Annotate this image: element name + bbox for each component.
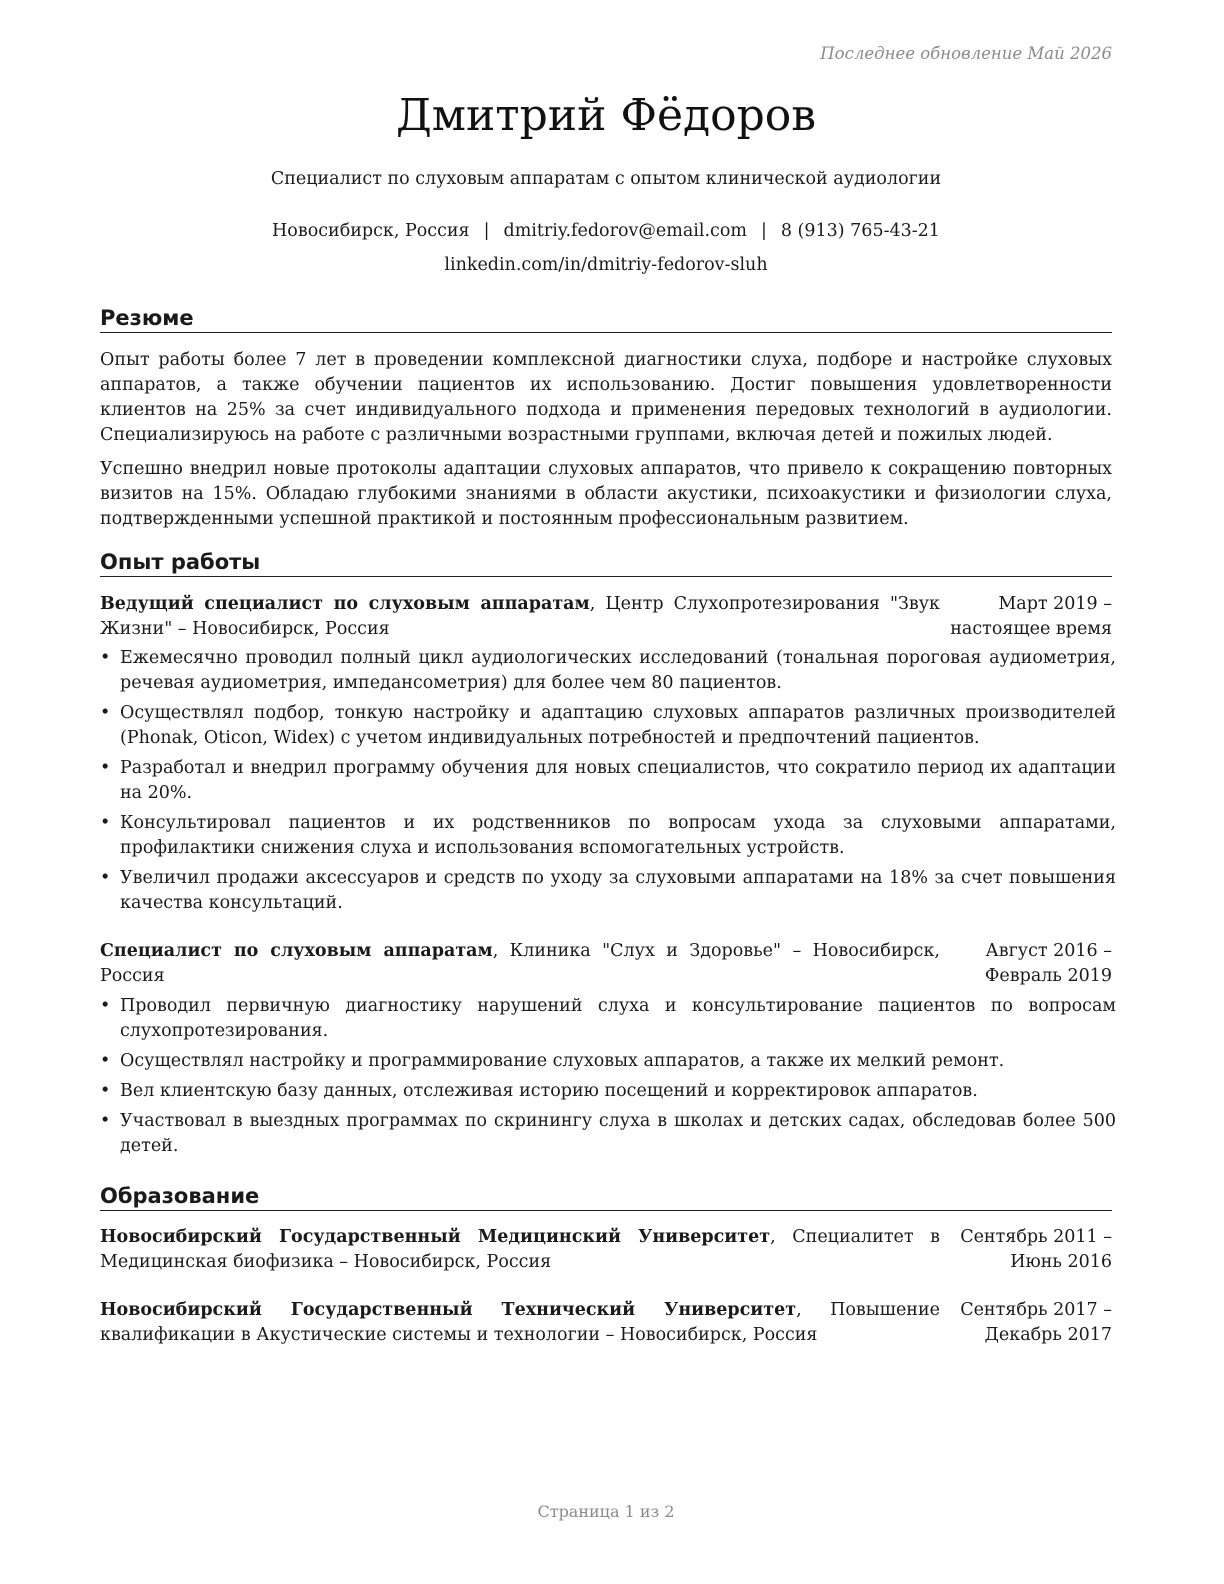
contact-line: [100, 219, 1112, 243]
job-role: Специалист по слуховым аппаратам: [100, 941, 493, 961]
phone: 8 (913) 765-43-21: [780, 221, 940, 241]
job-title-line: [100, 939, 940, 989]
bullet-icon: •: [100, 813, 111, 833]
bullet-icon: •: [100, 1081, 111, 1101]
list-item: • Разработал и внедрил программу обучения для новых специалистов, что сократило период их адаптации на 20%.: [100, 758, 1116, 803]
job-title-line: [100, 592, 940, 642]
candidate-name: Дмитрий Фёдоров: [395, 90, 817, 141]
list-item: • Осуществлял настройку и программирование слуховых аппаратов, а также их мелкий ремонт.: [100, 1049, 1116, 1074]
degree: , Повышение квалификации в Акустические системы и технологии – Новосибирск, Россия: [100, 1300, 940, 1345]
education-dates: Сентябрь 2017 – Декабрь 2017: [960, 1300, 1112, 1345]
location: Новосибирск, Россия: [272, 221, 470, 241]
section-title-experience: Опыт работы: [100, 549, 1112, 577]
section-title-education: Образование: [100, 1183, 1112, 1211]
list-item: • Ежемесячно проводил полный цикл аудиологических исследований (тональная пороговая аудиометрия, речевая аудиометрия, импедансометрия) для более чем 80 пациентов.: [100, 648, 1116, 693]
education-dates: Сентябрь 2011 – Июнь 2016: [960, 1227, 1112, 1272]
email-link[interactable]: dmitriy.fedorov@email.com: [503, 221, 747, 241]
school-name: Новосибирский Государственный Технический Университет: [100, 1300, 797, 1320]
job-dates: Март 2019 – настоящее время: [950, 594, 1112, 639]
bullet-icon: •: [100, 996, 111, 1016]
job-bullets: [100, 994, 1116, 1164]
list-item: • Проводил первичную диагностику нарушений слуха и консультирование пациентов по вопросам слухопротезирования.: [100, 996, 1116, 1041]
job-employer: , Центр Слухопротезирования "Звук Жизни" – Новосибирск, Россия: [100, 594, 940, 639]
job-employer: , Клиника "Слух и Здоровье" – Новосибирск, Россия: [100, 941, 940, 986]
bullet-icon: •: [100, 703, 111, 723]
job-bullets: [100, 646, 1116, 921]
bullet-icon: •: [100, 868, 111, 888]
summary-paragraph: Успешно внедрил новые протоколы адаптации слуховых аппаратов, что привело к сокращению повторных визитов на 15%. Обладаю глубокими знаниями в области акустики, психоакустики и физиологии слуха, подтвержденными успешной практикой и постоянным профессиональным развитием.: [100, 459, 1112, 529]
candidate-subtitle: Специалист по слуховым аппаратам с опытом клинической аудиологии: [270, 169, 942, 189]
job-dates: Август 2016 – Февраль 2019: [984, 941, 1112, 986]
separator: |: [760, 221, 767, 241]
bullet-icon: •: [100, 1051, 111, 1071]
bullet-icon: •: [100, 648, 111, 668]
linkedin-link[interactable]: linkedin.com/in/dmitriy-fedorov-sluh: [444, 255, 768, 275]
job-role: Ведущий специалист по слуховым аппаратам: [100, 594, 590, 614]
bullet-icon: •: [100, 1111, 111, 1131]
list-item: • Вел клиентскую базу данных, отслеживая историю посещений и корректировок аппаратов.: [100, 1079, 1116, 1104]
separator: |: [483, 221, 490, 241]
section-title-summary: Резюме: [100, 305, 1112, 333]
bullet-icon: •: [100, 758, 111, 778]
last-updated: Последнее обновление Май 2026: [820, 44, 1112, 63]
list-item: • Увеличил продажи аксессуаров и средств по уходу за слуховыми аппаратами на 18% за счет повышения качества консультаций.: [100, 868, 1116, 913]
list-item: • Осуществлял подбор, тонкую настройку и адаптацию слуховых аппаратов различных производителей (Phonak, Oticon, Widex) с учетом индивидуальных потребностей и предпочтений пациентов.: [100, 703, 1116, 748]
school-name: Новосибирский Государственный Медицинский Университет: [100, 1227, 771, 1247]
summary-paragraph: Опыт работы более 7 лет в проведении комплексной диагностики слуха, подборе и настройке слуховых аппаратов, а также обучении пациентов их использованию. Достиг повышения удовлетворенности клиентов на 25% за счет индивидуального подхода и применения передовых технологий в аудиологии. Специализируюсь на работе с различными возрастными группами, включая детей и пожилых людей.: [100, 350, 1112, 445]
degree: , Специалитет в Медицинская биофизика – Новосибирск, Россия: [100, 1227, 940, 1272]
education-title-line: [100, 1298, 940, 1348]
education-title-line: [100, 1225, 940, 1275]
page-number: Страница 1 из 2: [537, 1502, 675, 1521]
list-item: • Участвовал в выездных программах по скринингу слуха в школах и детских садах, обследовав более 500 детей.: [100, 1111, 1116, 1156]
resume-page: [100, 0, 1116, 1584]
list-item: • Консультировал пациентов и их родственников по вопросам ухода за слуховыми аппаратами, профилактики снижения слуха и использования вспомогательных устройств.: [100, 813, 1116, 858]
